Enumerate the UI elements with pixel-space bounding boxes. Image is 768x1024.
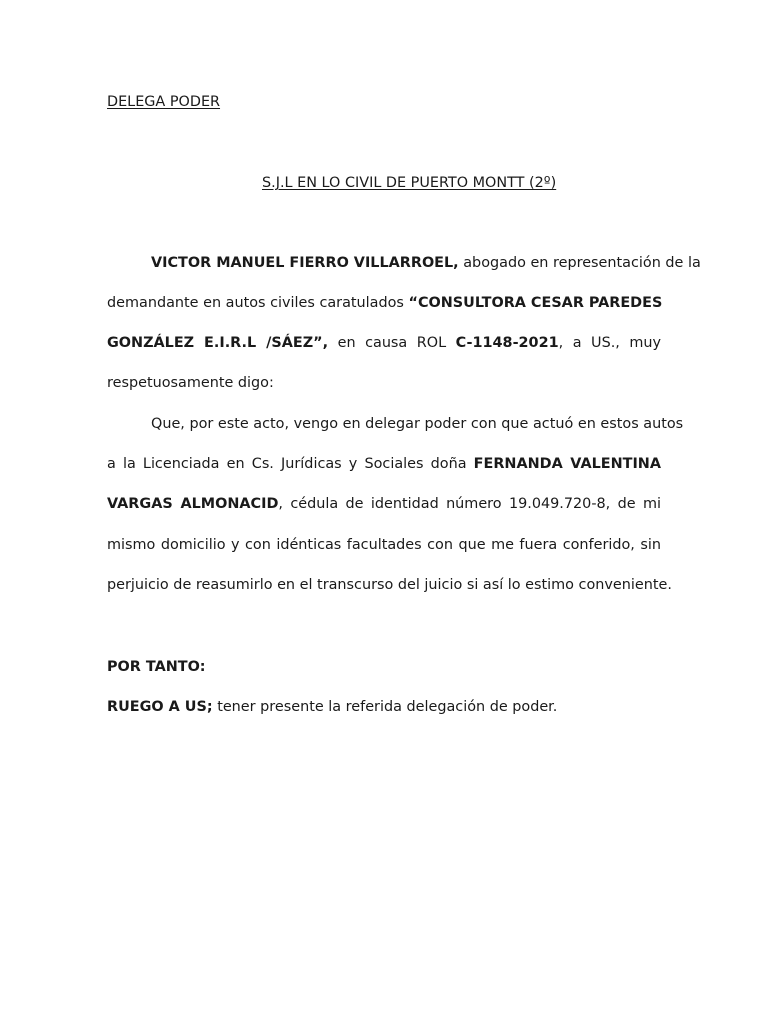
paragraph2-line4: mismo domicilio y con idénticas facultades con que me fuera conferido, sin [107,537,661,553]
case-rol: C-1148-2021 [455,335,559,351]
paragraph1-line3-mid: en causa ROL [337,335,447,351]
paragraph1-line1-rest: abogado en representación de la [463,255,701,271]
paragraph1-line3-end: , a US., muy [558,335,662,351]
paragraph2-line5: perjuicio de reasumirlo en el transcurso del juicio si así lo estimo conveniente. [107,577,672,593]
document-heading: DELEGA PODER [107,94,221,110]
ruego-label: RUEGO A US; [107,699,213,715]
delegate-name-part1: FERNANDA VALENTINA [473,456,661,472]
por-tanto-label: POR TANTO: [107,659,206,675]
case-title-part2: GONZÁLEZ E.I.R.L /SÁEZ”, [107,335,329,351]
paragraph1-line4: respetuosamente digo: [107,375,274,391]
ruego-line [107,697,557,717]
paragraph2-line1: Que, por este acto, vengo en delegar poder con que actuó en estos autos [151,416,684,432]
paragraph1-line3 [107,333,661,353]
ruego-text: tener presente la referida delegación de poder. [217,699,558,715]
paragraph1-line2-start: demandante en autos civiles caratulados [107,295,404,311]
paragraph1-line2 [107,293,661,313]
paragraph1-line1 [151,253,701,273]
paragraph2-line2 [107,454,661,474]
paragraph2-line2-start: a la Licenciada en Cs. Jurídicas y Sociales doña [107,456,467,472]
delegate-name-part2: VARGAS ALMONACID [107,496,279,512]
paragraph2-line3 [107,494,661,514]
case-title-part1: “CONSULTORA CESAR PAREDES [408,295,663,311]
court-heading: S.J.L EN LO CIVIL DE PUERTO MONTT (2º) [262,175,557,191]
paragraph2-line3-rest: , cédula de identidad número 19.049.720-8, de mi [278,496,661,512]
lawyer-name: VICTOR MANUEL FIERRO VILLARROEL, [151,255,459,271]
